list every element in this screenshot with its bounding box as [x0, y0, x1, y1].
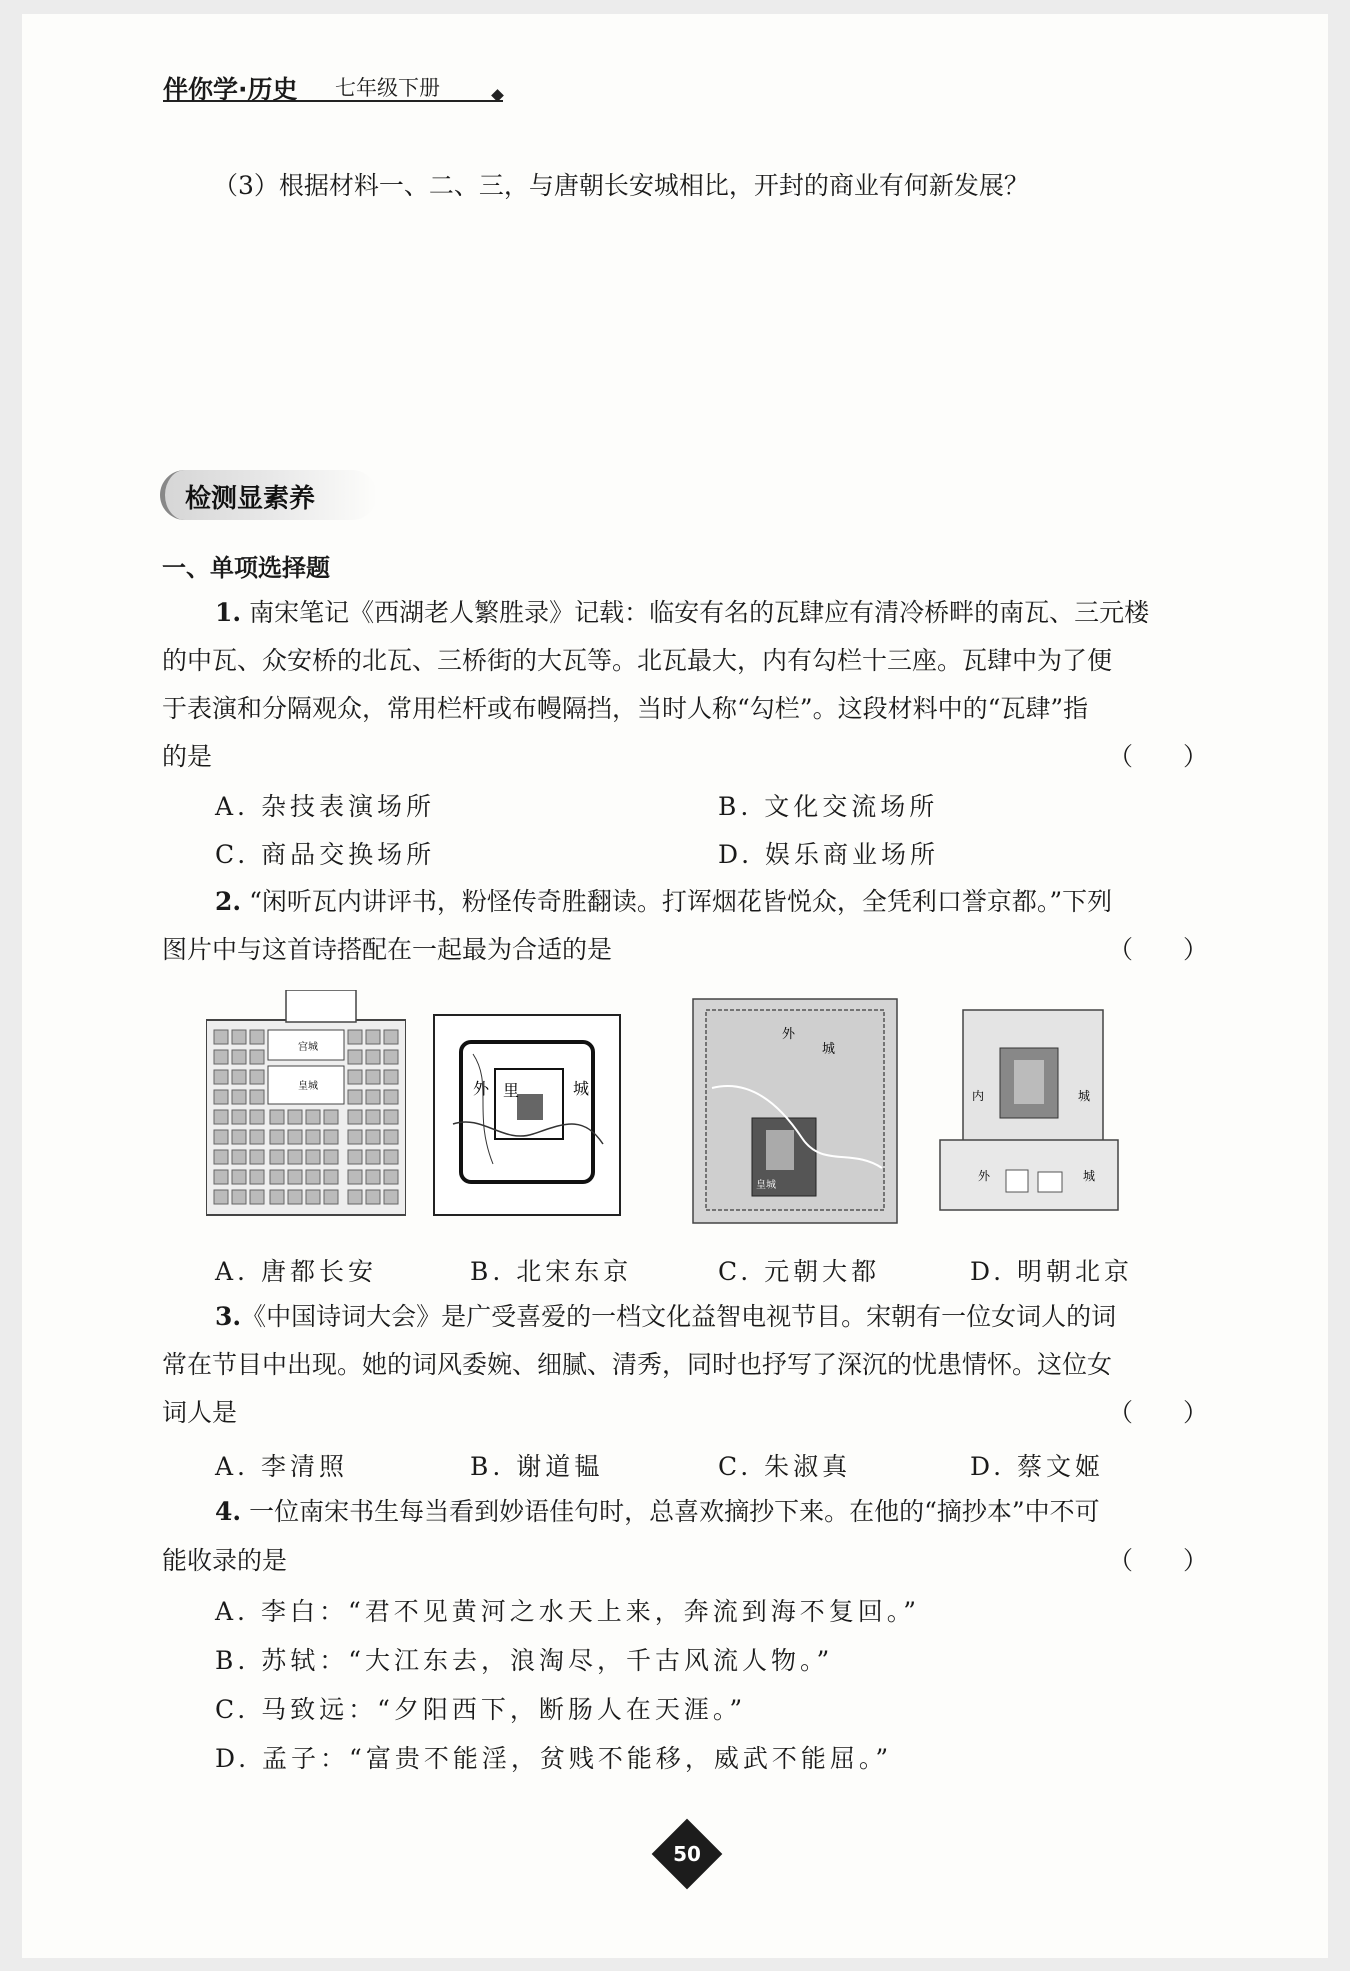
question-line: 于表演和分隔观众，常用栏杆或布幔隔挡，当时人称“勾栏”。这段材料中的“瓦肆”指 — [162, 694, 1089, 723]
map-label: 城 — [533, 1074, 550, 1093]
answer-bracket[interactable]: （ ） — [1108, 1546, 1209, 1575]
option-c[interactable]: C. 朱淑真 — [718, 1452, 852, 1481]
option-c[interactable]: C. 马致远：“夕阳西下，断肠人在天涯。” — [215, 1695, 747, 1724]
map-label: 城 — [573, 1079, 590, 1098]
running-header — [163, 70, 503, 102]
section-banner — [160, 470, 377, 520]
map-label: 外 — [473, 1079, 490, 1098]
option-d[interactable]: D. 娱乐商业场所 — [718, 840, 940, 869]
map-label: 外 — [978, 1169, 991, 1183]
option-d[interactable]: D. 孟子：“富贵不能淫，贫贱不能移，威武不能屈。” — [215, 1744, 893, 1773]
question-line: 1. 南宋笔记《西湖老人繁胜录》记载：临安有名的瓦肆应有清冷桥畔的南瓦、三元楼 — [215, 598, 1150, 627]
map-label: 城 — [822, 1042, 836, 1057]
answer-bracket[interactable]: （ ） — [1108, 935, 1209, 964]
map-label: 里 — [503, 1081, 520, 1100]
question-line: 常在节目中出现。她的词风委婉、细腻、清秀，同时也抒写了深沉的忧患情怀。这位女 — [162, 1350, 1113, 1379]
section-heading: 一、单项选择题 — [162, 554, 330, 582]
map-label: 城 — [1078, 1089, 1091, 1103]
option-c[interactable]: C. 商品交换场所 — [215, 840, 436, 869]
option-a[interactable]: A. 李清照 — [215, 1452, 348, 1481]
option-a[interactable]: A. 李白：“君不见黄河之水天上来，奔流到海不复回。” — [215, 1597, 921, 1626]
question-line: 4. 一位南宋书生每当看到妙语佳句时，总喜欢摘抄下来。在他的“摘抄本”中不可 — [215, 1497, 1100, 1526]
question-line: 图片中与这首诗搭配在一起最为合适的是 — [162, 935, 613, 964]
question-line: 2. “闲听瓦内讲评书，粉怪传奇胜翻读。打诨烟花皆悦众，全凭利口誉京都。”下列 — [215, 887, 1113, 916]
book-subtitle: 七年级下册 — [335, 76, 440, 100]
option-b[interactable]: B. 苏轼：“大江东去，浪淘尽，千古风流人物。” — [215, 1646, 834, 1675]
option-c[interactable]: C. 元朝大都 — [718, 1257, 881, 1286]
map-label: 城 — [1083, 1169, 1096, 1183]
question-number: 3. — [215, 1302, 242, 1331]
map-label: 皇城 — [298, 1081, 318, 1092]
map-label: 外 — [782, 1027, 796, 1042]
question-line: 3.《中国诗词大会》是广受喜爱的一档文化益智电视节目。宋朝有一位女词人的词 — [215, 1302, 1117, 1331]
question-line: 词人是 — [162, 1398, 238, 1427]
answer-bracket[interactable]: （ ） — [1108, 742, 1209, 771]
question-line: 的是 — [162, 742, 213, 771]
question-number: 4. — [215, 1497, 242, 1526]
map-yuan-dadu[interactable] — [692, 998, 898, 1224]
map-song-dongjing[interactable] — [433, 1014, 621, 1216]
option-d[interactable]: D. 蔡文姬 — [970, 1452, 1105, 1481]
map-ming-beijing[interactable] — [928, 1000, 1132, 1224]
map-label: 宫城 — [298, 1042, 318, 1053]
option-d[interactable]: D. 明朝北京 — [970, 1257, 1134, 1286]
map-label: 皇城 — [756, 1180, 776, 1191]
question-3-subpart: （3）根据材料一、二、三，与唐朝长安城相比，开封的商业有何新发展？ — [213, 171, 1029, 200]
question-number: 2. — [215, 887, 242, 916]
option-b[interactable]: B. 文化交流场所 — [718, 792, 939, 821]
option-b[interactable]: B. 北宋东京 — [470, 1257, 633, 1286]
question-number: 1. — [215, 598, 242, 627]
map-label: 内 — [972, 1089, 985, 1103]
section-banner-label: 检测显素养 — [185, 484, 316, 514]
option-a[interactable]: A. 杂技表演场所 — [215, 792, 435, 821]
option-a[interactable]: A. 唐都长安 — [215, 1257, 377, 1286]
page-number: 50 — [673, 1842, 701, 1866]
option-b[interactable]: B. 谢道韫 — [470, 1452, 604, 1481]
map-tang-changan[interactable] — [206, 990, 406, 1230]
answer-bracket[interactable]: （ ） — [1108, 1398, 1209, 1427]
question-line: 的中瓦、众安桥的北瓦、三桥街的大瓦等。北瓦最大，内有勾栏十三座。瓦肆中为了便 — [162, 646, 1113, 675]
book-title: 伴你学·历史 — [163, 75, 298, 104]
question-line: 能收录的是 — [162, 1546, 288, 1575]
